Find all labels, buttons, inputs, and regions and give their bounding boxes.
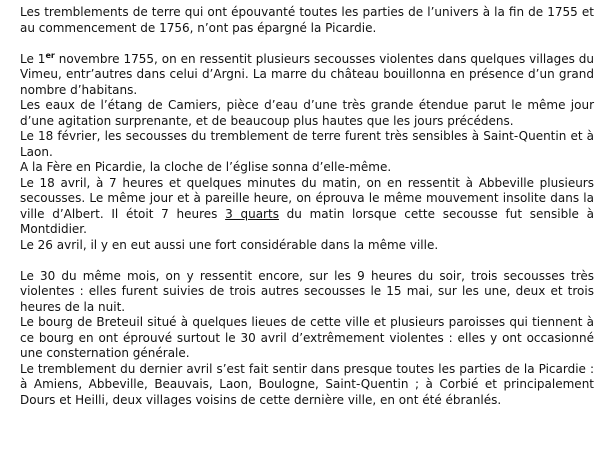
text-segment: Le 1 (20, 51, 46, 66)
underlined-text: 3 quarts (225, 206, 279, 221)
paragraph-picardie: Le tremblement du dernier avril s’est fait sentir dans presque toutes les parties de la Picardie : à Amiens, Abbeville, Beauvais, Laon, Boulogne, Saint-Quentin ; à Corbié et principalement Dours et Heilli, deux villages voisins de cette dernière ville, en ont été ébranlés. (20, 361, 594, 407)
text-segment: du matin lorsque cette secousse fut sensible à Montdidier. (20, 206, 594, 236)
paragraph-intro: Les tremblements de terre qui ont épouvanté toutes les parties de l’univers à la fin de 1755 et au commencement de 1756, n’ont pas épargné la Picardie. (20, 5, 594, 35)
text-segment: novembre 1755, on en ressentit plusieurs secousses violentes dans quelques villages du Vimeu, entr’autres dans celui d’Argni. La marre du château bouillonna en présence d’un grand nombre d’habitans. (20, 51, 594, 97)
paragraph-camiers: Les eaux de l’étang de Camiers, pièce d’eau d’une très grande étendue parut le même jour d’une agitation surprenante, et de beaucoup plus hautes que les jours précédens. (20, 98, 594, 128)
paragraph-april-30: Le 30 du même mois, on y ressentit encore, sur les 9 heures du soir, trois secousses très violentes : elles furent suivies de trois autres secousses le 15 mai, sur les une, deux et trois heures de la nuit. (20, 268, 594, 314)
paragraph-november-1755 (20, 52, 594, 99)
superscript: er (45, 50, 55, 60)
paragraph-breteuil: Le bourg de Breteuil situé à quelques lieues de cette ville et plusieurs paroisses qui tiennent à ce bourg en ont éprouvé surtout le 30 avril d’extrêmement violentes : elles y ont occasionné une consternation générale. (20, 315, 594, 360)
paragraph-april-18 (20, 176, 594, 238)
paragraph-la-fere: A la Fère en Picardie, la cloche de l’église sonna d’elle-même. (20, 160, 392, 174)
paragraph-february: Le 18 février, les secousses du tremblement de terre furent très sensibles à Saint-Quentin et à Laon. (20, 129, 594, 159)
paragraph-april-26: Le 26 avril, il y en eut aussi une fort considérable dans la même ville. (20, 237, 439, 252)
paragraph-gap (20, 36, 594, 52)
text-segment: Le 18 avril, à 7 heures et quelques minutes du matin, on en ressentit à Abbeville plusieurs secousses. Le même jour et à pareille heure, on éprouva le même mouvement insolite dans la ville d’Albert. Il étoit 7 heures (20, 175, 594, 221)
paragraph-gap (20, 253, 594, 269)
